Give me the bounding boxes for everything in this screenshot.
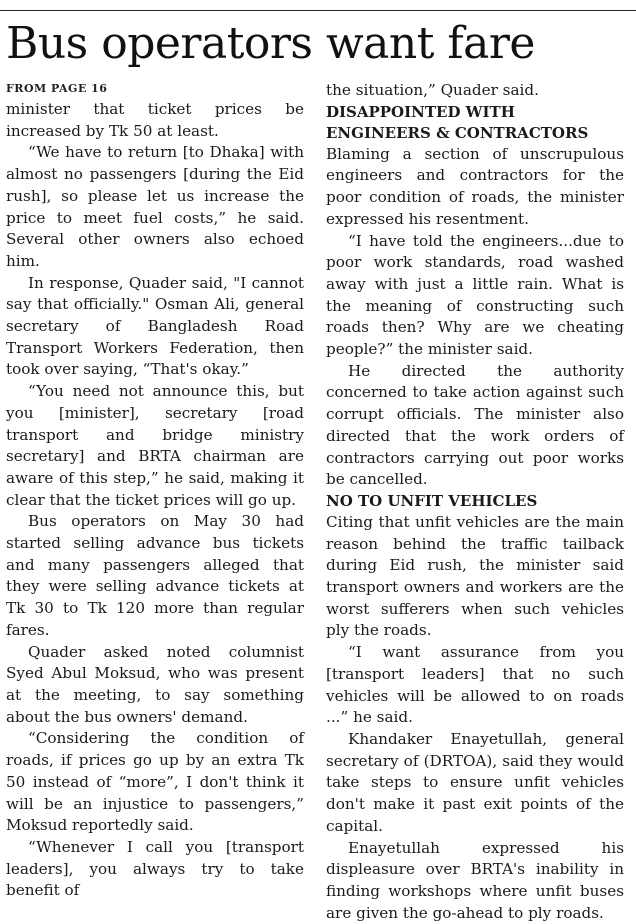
headline: Bus operators want fare [6, 16, 630, 72]
article-column-left [6, 80, 304, 902]
paragraph-continuation: the situation,” Quader said. [326, 80, 624, 102]
subhead-engineers: DISAPPOINTED WITH ENGINEERS & CONTRACTORS [326, 102, 624, 144]
subhead-unfit-vehicles: NO TO UNFIT VEHICLES [326, 491, 624, 512]
paragraph: minister that ticket prices be increased by Tk 50 at least. [6, 99, 304, 142]
top-rule [0, 0, 636, 11]
paragraph: Khandaker Enayetullah, general secretary of (DRTOA), said they would take steps to ensure unfit vehicles don't make it past exit points of the capital. [326, 729, 624, 838]
paragraph: “You need not announce this, but you [minister], secretary [road transport and bridge ministry secretary] and BRTA chairman are aware of this step,” he said, making it clear that the ticket prices will go up. [6, 381, 304, 511]
paragraph: Blaming a section of unscrupulous engineers and contractors for the poor condition of roads, the minister expressed his resentment. [326, 144, 624, 231]
paragraph: “I have told the engineers...due to poor work standards, road washed away with just a little rain. What is the meaning of constructing such roads then? Why are we cheating people?” the minister said. [326, 231, 624, 361]
paragraph: In response, Quader said, "I cannot say that officially." Osman Ali, general secretary of Bangladesh Road Transport Workers Federation, then took over saying, “That's okay.” [6, 273, 304, 382]
paragraph: Citing that unfit vehicles are the main reason behind the traffic tailback during Eid rush, the minister said transport owners and workers are the worst sufferers when such vehicles ply the roads. [326, 512, 624, 642]
paragraph: “We have to return [to Dhaka] with almost no passengers [during the Eid rush], so please let us increase the price to meet fuel costs,” he said. Several other owners also echoed him. [6, 142, 304, 272]
paragraph: Enayetullah expressed his displeasure over BRTA's inability in finding workshops where unfit buses are given the go-ahead to ply roads. [326, 838, 624, 924]
article-column-right [326, 80, 624, 924]
paragraph: “I want assurance from you [transport leaders] that no such vehicles will be allowed to on roads ...” he said. [326, 642, 624, 729]
paragraph: “Considering the condition of roads, if prices go up by an extra Tk 50 instead of “more”, I don't think it will be an injustice to passengers,” Moksud reportedly said. [6, 728, 304, 837]
paragraph: He directed the authority concerned to take action against such corrupt officials. The minister also directed that the work orders of contractors carrying out poor works be cancelled. [326, 361, 624, 491]
jump-line: FROM PAGE 16 [6, 80, 304, 98]
paragraph: Bus operators on May 30 had started selling advance bus tickets and many passengers alleged that they were selling advance tickets at Tk 30 to Tk 120 more than regular fares. [6, 511, 304, 641]
paragraph: Quader asked noted columnist Syed Abul Moksud, who was present at the meeting, to say something about the bus owners' demand. [6, 642, 304, 729]
paragraph: “Whenever I call you [transport leaders], you always try to take benefit of [6, 837, 304, 902]
